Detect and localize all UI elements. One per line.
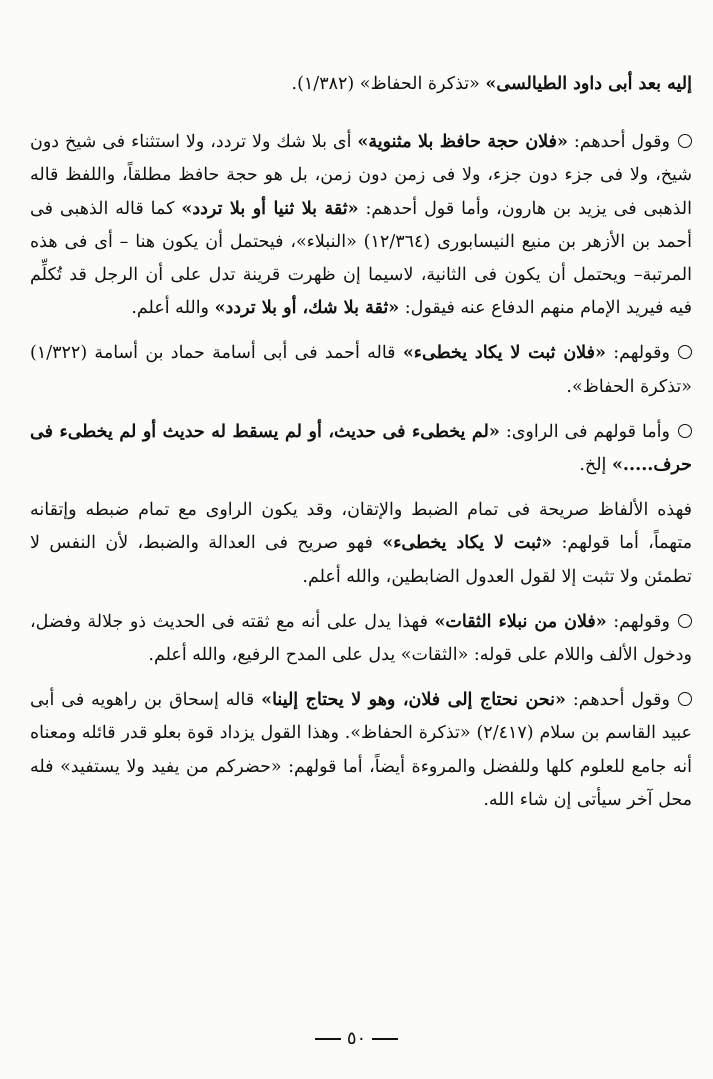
paragraph-nahtaj (30, 684, 692, 817)
circle-bullet-icon (678, 614, 692, 628)
paragraph-nubala (30, 606, 692, 672)
text-run: قاله أحمد فى أبى أسامة حماد بن أسامة (١/٣٢٢) «تذكرة الحفاظ». (30, 343, 692, 397)
text-run: «فلان حجة حافظ بلا مثنوية» (357, 132, 568, 153)
text-run: والله أعلم. (131, 298, 215, 319)
text-run: وقول أحدهم: (567, 132, 671, 153)
text-run: وقولهم: (605, 343, 670, 364)
text-run: «نحن نحتاج إلى فلان، وهو لا يحتاج إلينا» (261, 690, 566, 711)
dash-decoration (372, 1038, 398, 1040)
text-run: فهذه الألفاظ صريحة فى تمام الضبط والإتقان، وقد يكون الراوى مع تمام ضبطه وإتقانه متهماً، أما قولهم: (30, 500, 692, 554)
text-run: «ثبت لا يكاد يخطىء» (382, 533, 553, 554)
text-run: وقولهم: (606, 611, 670, 632)
dash-decoration (315, 1038, 341, 1040)
text-run: إلخ. (579, 455, 612, 476)
text-run: «لم يخطىء فى حديث، أو لم يسقط له حديث أو لم يخطىء فى حرف.....» (30, 421, 692, 476)
text-run: وأما قولهم فى الراوى: (499, 421, 670, 442)
circle-bullet-icon (678, 692, 692, 706)
paragraph-thabt (30, 337, 692, 403)
text-run: إليه بعد أبى داود الطيالسى» (485, 74, 692, 94)
text-run: وقول أحدهم: (565, 690, 670, 711)
page-footer (0, 1028, 713, 1049)
paragraph-continuation (30, 68, 692, 101)
paragraph-mathnawiya (30, 126, 692, 325)
page-number: ٥٠ (346, 1028, 367, 1049)
text-run: قاله إسحاق بن راهويه فى أبى عبيد القاسم بن سلام (٢/٤١٧) «تذكرة الحفاظ». وهذا القول يزداد قوة بعلو قدر قائله ومعناه أنه جامع للعلوم كلها وللفضل والمروءة أيضاً، أما قولهم: «حضركم من يفيد ولا يستفيد» فله محل آخر سيأتى إن شاء الله. (30, 690, 692, 810)
paragraph-alfadh (30, 494, 692, 594)
body-text (30, 68, 692, 817)
text-run: فهو صريح فى العدالة والضبط، لأن النفس لا تطمئن ولا تثبت إلا لقول العدول الضابطين، والله أعلم. (30, 533, 692, 587)
text-run: أى بلا شك ولا تردد، ولا استثناء فى شيخ دون شيخ، ولا فى جزء دون جزء، ولا فى زمن دون زمن، بل هو حجة حافظ مطلقاً، واللفظ قاله الذهبى فى يزيد بن هارون، وأما قول أحدهم: (30, 132, 693, 219)
text-run: «تذكرة الحفاظ» (١/٣٨٢). (291, 74, 486, 94)
text-run: فهذا يدل على أنه مع ثقته فى الحديث ذو جلالة وفضل، ودخول الألف واللام على قوله: «الثقات» يدل على المدح الرفيع، والله أعلم. (30, 611, 692, 666)
text-run: «ثقة بلا ثنيا أو بلا تردد» (181, 198, 359, 219)
circle-bullet-icon (678, 424, 692, 438)
text-run: «فلان من نبلاء الثقات» (434, 611, 607, 632)
text-run: «فلان ثبت لا يكاد يخطىء» (402, 343, 606, 364)
circle-bullet-icon (678, 345, 692, 359)
text-run: كما قاله الذهبى فى أحمد بن الأزهر بن منيع النيسابورى (١٢/٣٦٤) «النبلاء»، فيحتمل أن يكون هنا – أى فى هذه المرتبة– ويحتمل أن يكون فى الثانية، لاسيما إن ظهرت قرينة تدل على أن الرجل قد تُكلِّم فيه فيريد الإمام منهم الدفاع عنه فيقول: (30, 198, 692, 319)
circle-bullet-icon (678, 134, 692, 148)
text-run: «ثقة بلا شك، أو بلا تردد» (214, 298, 400, 319)
paragraph-lam-yukhti (30, 416, 692, 482)
